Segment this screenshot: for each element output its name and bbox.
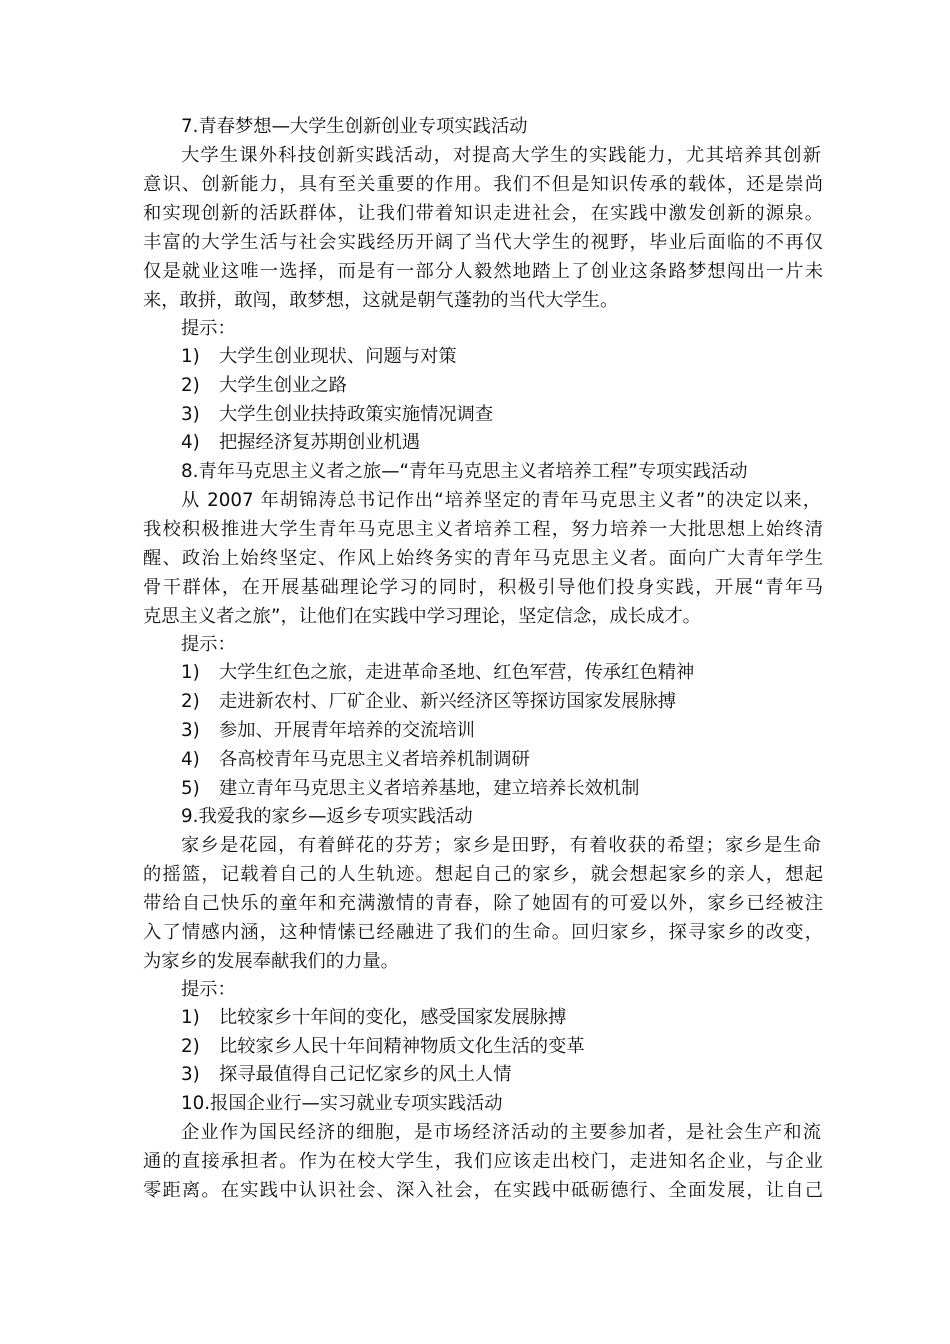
paragraph-line: 入了情感内涵，这种情愫已经融进了我们的生命。回归家乡，探寻家乡的改变，: [143, 922, 823, 943]
list-item: [181, 661, 861, 685]
list-item: [181, 345, 861, 369]
hint-label: 提示：: [181, 979, 236, 1000]
section-heading: 9.我爱我的家乡—返乡专项实践活动: [181, 806, 473, 827]
paragraph-line: 克思主义者之旅”，让他们在实践中学习理论，坚定信念，成长成才。: [143, 606, 701, 627]
paragraph-line: 来，敢拼，敢闯，敢梦想，这就是朝气蓬勃的当代大学生。: [143, 290, 619, 311]
list-number: 2): [181, 691, 200, 712]
list-text: 大学生创业现状、问题与对策: [219, 346, 457, 367]
paragraph-line: 大学生课外科技创新实践活动，对提高大学生的实践能力，尤其培养其创新: [181, 145, 821, 166]
list-number: 1): [181, 346, 200, 367]
list-item: [181, 748, 861, 772]
list-number: 5): [181, 778, 200, 799]
list-item: [181, 431, 861, 455]
list-text: 比较家乡十年间的变化，感受国家发展脉搏: [219, 1007, 567, 1028]
list-text: 大学生创业之路: [219, 375, 347, 396]
paragraph-line: 意识、创新能力，具有至关重要的作用。我们不但是知识传承的载体，还是崇尚: [143, 174, 823, 195]
section-heading: 8.青年马克思主义者之旅—“青年马克思主义者培养工程”专项实践活动: [181, 461, 748, 482]
paragraph-line: 和实现创新的活跃群体，让我们带着知识走进社会，在实践中激发创新的源泉。: [143, 203, 823, 224]
list-text: 建立青年马克思主义者培养基地，建立培养长效机制: [219, 778, 640, 799]
list-item: [181, 690, 861, 714]
paragraph-line: 通的直接承担者。作为在校大学生，我们应该走出校门，走进知名企业，与企业: [143, 1151, 823, 1172]
list-text: 比较家乡人民十年间精神物质文化生活的变革: [219, 1036, 585, 1057]
list-number: 1): [181, 1007, 200, 1028]
list-item: [181, 1006, 861, 1030]
list-item: [181, 1063, 861, 1087]
paragraph-line: 零距离。在实践中认识社会、深入社会，在实践中砥砺德行、全面发展，让自己: [143, 1180, 823, 1201]
list-item: [181, 374, 861, 398]
list-number: 4): [181, 749, 200, 770]
list-number: 2): [181, 1036, 200, 1057]
list-number: 4): [181, 432, 200, 453]
list-number: 3): [181, 720, 200, 741]
list-text: 探寻最值得自己记忆家乡的风土人情: [219, 1064, 512, 1085]
paragraph-line: 家乡是花园，有着鲜花的芬芳；家乡是田野，有着收获的希望；家乡是生命: [181, 835, 821, 856]
hint-label: 提示：: [181, 634, 236, 655]
list-text: 大学生创业扶持政策实施情况调查: [219, 404, 494, 425]
list-text: 走进新农村、厂矿企业、新兴经济区等探访国家发展脉搏: [219, 691, 677, 712]
list-number: 3): [181, 1064, 200, 1085]
list-text: 把握经济复苏期创业机遇: [219, 432, 421, 453]
list-item: [181, 1035, 861, 1059]
list-text: 大学生红色之旅，走进革命圣地、红色军营，传承红色精神: [219, 662, 695, 683]
paragraph-line: 企业作为国民经济的细胞，是市场经济活动的主要参加者，是社会生产和流: [181, 1122, 821, 1143]
section-heading: 10.报国企业行—实习就业专项实践活动: [181, 1093, 503, 1114]
paragraph-line: 醒、政治上始终坚定、作风上始终务实的青年马克思主义者。面向广大青年学生: [143, 548, 823, 569]
paragraph-line: 我校积极推进大学生青年马克思主义者培养工程，努力培养一大批思想上始终清: [143, 519, 823, 540]
section-heading: 7.青春梦想—大学生创新创业专项实践活动: [181, 116, 528, 137]
hint-label: 提示：: [181, 318, 236, 339]
paragraph-line: 从 2007 年胡锦涛总书记作出“培养坚定的青年马克思主义者”的决定以来，: [181, 490, 821, 511]
paragraph-line: 仅是就业这唯一选择，而是有一部分人毅然地踏上了创业这条路梦想闯出一片未: [143, 261, 823, 282]
list-item: [181, 777, 861, 801]
paragraph-line: 的摇篮，记载着自己的人生轨迹。想起自己的家乡，就会想起家乡的亲人，想起: [143, 864, 823, 885]
list-number: 3): [181, 404, 200, 425]
list-item: [181, 719, 861, 743]
list-text: 各高校青年马克思主义者培养机制调研: [219, 749, 530, 770]
paragraph-line: 丰富的大学生活与社会实践经历开阔了当代大学生的视野，毕业后面临的不再仅: [143, 232, 823, 253]
list-text: 参加、开展青年培养的交流培训: [219, 720, 475, 741]
list-number: 1): [181, 662, 200, 683]
paragraph-line: 为家乡的发展奉献我们的力量。: [143, 951, 399, 972]
list-item: [181, 403, 861, 427]
list-number: 2): [181, 375, 200, 396]
paragraph-line: 骨干群体，在开展基础理论学习的同时，积极引导他们投身实践，开展“青年马: [143, 577, 823, 598]
paragraph-line: 带给自己快乐的童年和充满激情的青春，除了她固有的可爱以外，家乡已经被注: [143, 893, 823, 914]
